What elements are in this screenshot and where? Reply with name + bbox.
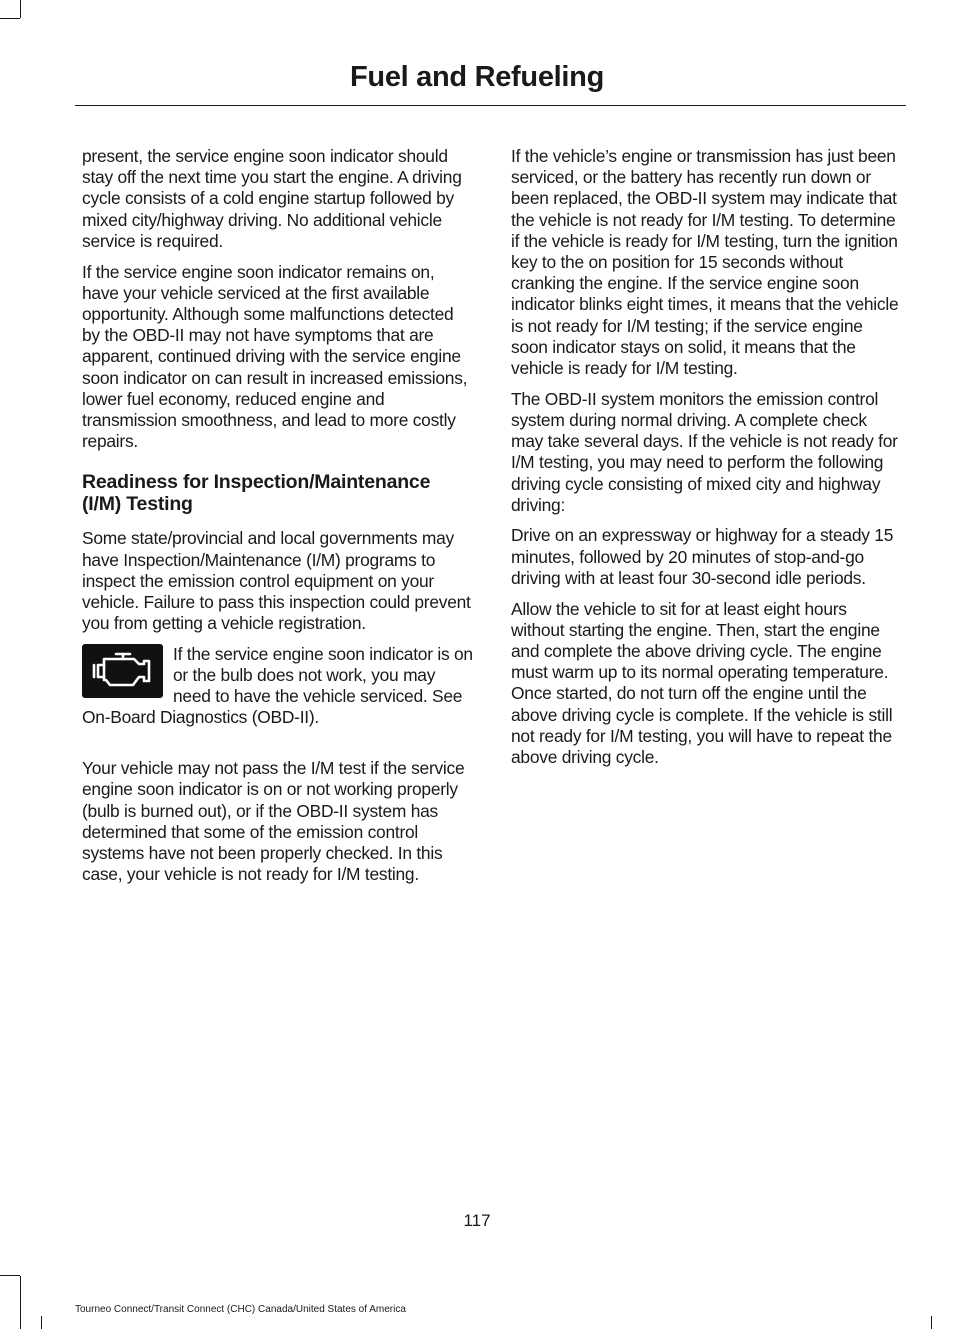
crop-mark-bottom-left-tick (41, 1316, 42, 1329)
title-rule (75, 105, 906, 106)
section-heading-im-testing: Readiness for Inspection/Maintenance (I/M) Testing (82, 471, 431, 515)
left-column (82, 146, 474, 895)
right-paragraph-2: The OBD-II system monitors the emission control system during normal driving. A complete check may take several days. If the vehicle is not ready for I/M testing, you may need to perform the following driving cycle consisting of mixed city and highway driving: (511, 388, 898, 515)
left-paragraph-4: If the service engine soon indicator is on or the bulb does not work, you may need to have the vehicle serviced. See On-Board Diagnostics (OBD-II). (82, 643, 473, 728)
crop-mark-top-left-vertical (20, 0, 21, 18)
engine-icon (90, 649, 156, 693)
right-column (511, 146, 903, 778)
footer-text: Tourneo Connect/Transit Connect (CHC) Canada/United States of America (75, 1304, 406, 1315)
icon-paragraph (82, 644, 474, 729)
paragraph-spacer (82, 738, 474, 758)
crop-mark-bottom-left-horizontal (0, 1275, 20, 1276)
crop-mark-bottom-right-tick (931, 1316, 932, 1329)
service-engine-soon-icon (82, 644, 163, 698)
crop-mark-bottom-left-vertical (20, 1276, 21, 1329)
right-paragraph-3: Drive on an expressway or highway for a steady 15 minutes, followed by 20 minutes of stop-and-go driving with at least four 30-second idle periods. (511, 525, 894, 588)
left-paragraph-5: Your vehicle may not pass the I/M test if the service engine soon indicator is on or not working properly (bulb is burned out), or if the OBD-II system has determined that some of the emission control systems have not been properly checked. In this case, your vehicle is not ready for I/M testing. (82, 758, 465, 885)
page-number: 117 (463, 1211, 491, 1230)
left-paragraph-2: If the service engine soon indicator remains on, have your vehicle serviced at the first available opportunity. Although some malfunctions detected by the OBD-II may not have symptoms that are apparent, continued driving with the service engine soon indicator on can result in increased emissions, lower fuel economy, reduced engine and transmission smoothness, and lead to more costly repairs. (82, 261, 468, 452)
crop-mark-top-left-horizontal (0, 18, 20, 19)
right-paragraph-4: Allow the vehicle to sit for at least eight hours without starting the engine. Then, start the engine and complete the above driving cycle. The engine must warm up to its normal operating temperature. Once started, do not turn off the engine until the above driving cycle is complete. If the vehicle is still not ready for I/M testing, you will have to repeat the above driving cycle. (511, 598, 893, 767)
right-paragraph-1: If the vehicle’s engine or transmission has just been serviced, or the battery has recently run down or been replaced, the OBD-II system may indicate that the vehicle is not ready for I/M testing. To determine if the vehicle is ready for I/M testing, turn the ignition key to the on position for 15 seconds without cranking the engine. If the service engine soon indicator blinks eight times, it means that the vehicle is not ready for I/M testing; if the service engine soon indicator stays on solid, it means that the vehicle is ready for I/M testing. (511, 146, 899, 379)
left-paragraph-3: Some state/provincial and local governments may have Inspection/Maintenance (I/M) programs to inspect the emission control equipment on your vehicle. Failure to pass this inspection could prevent you from getting a vehicle registration. (82, 528, 471, 634)
page-title: Fuel and Refueling (349, 61, 604, 93)
left-paragraph-1: present, the service engine soon indicator should stay off the next time you start the engine. A driving cycle consists of a cold engine startup followed by mixed city/highway driving. No additional vehicle service is required. (82, 146, 462, 251)
